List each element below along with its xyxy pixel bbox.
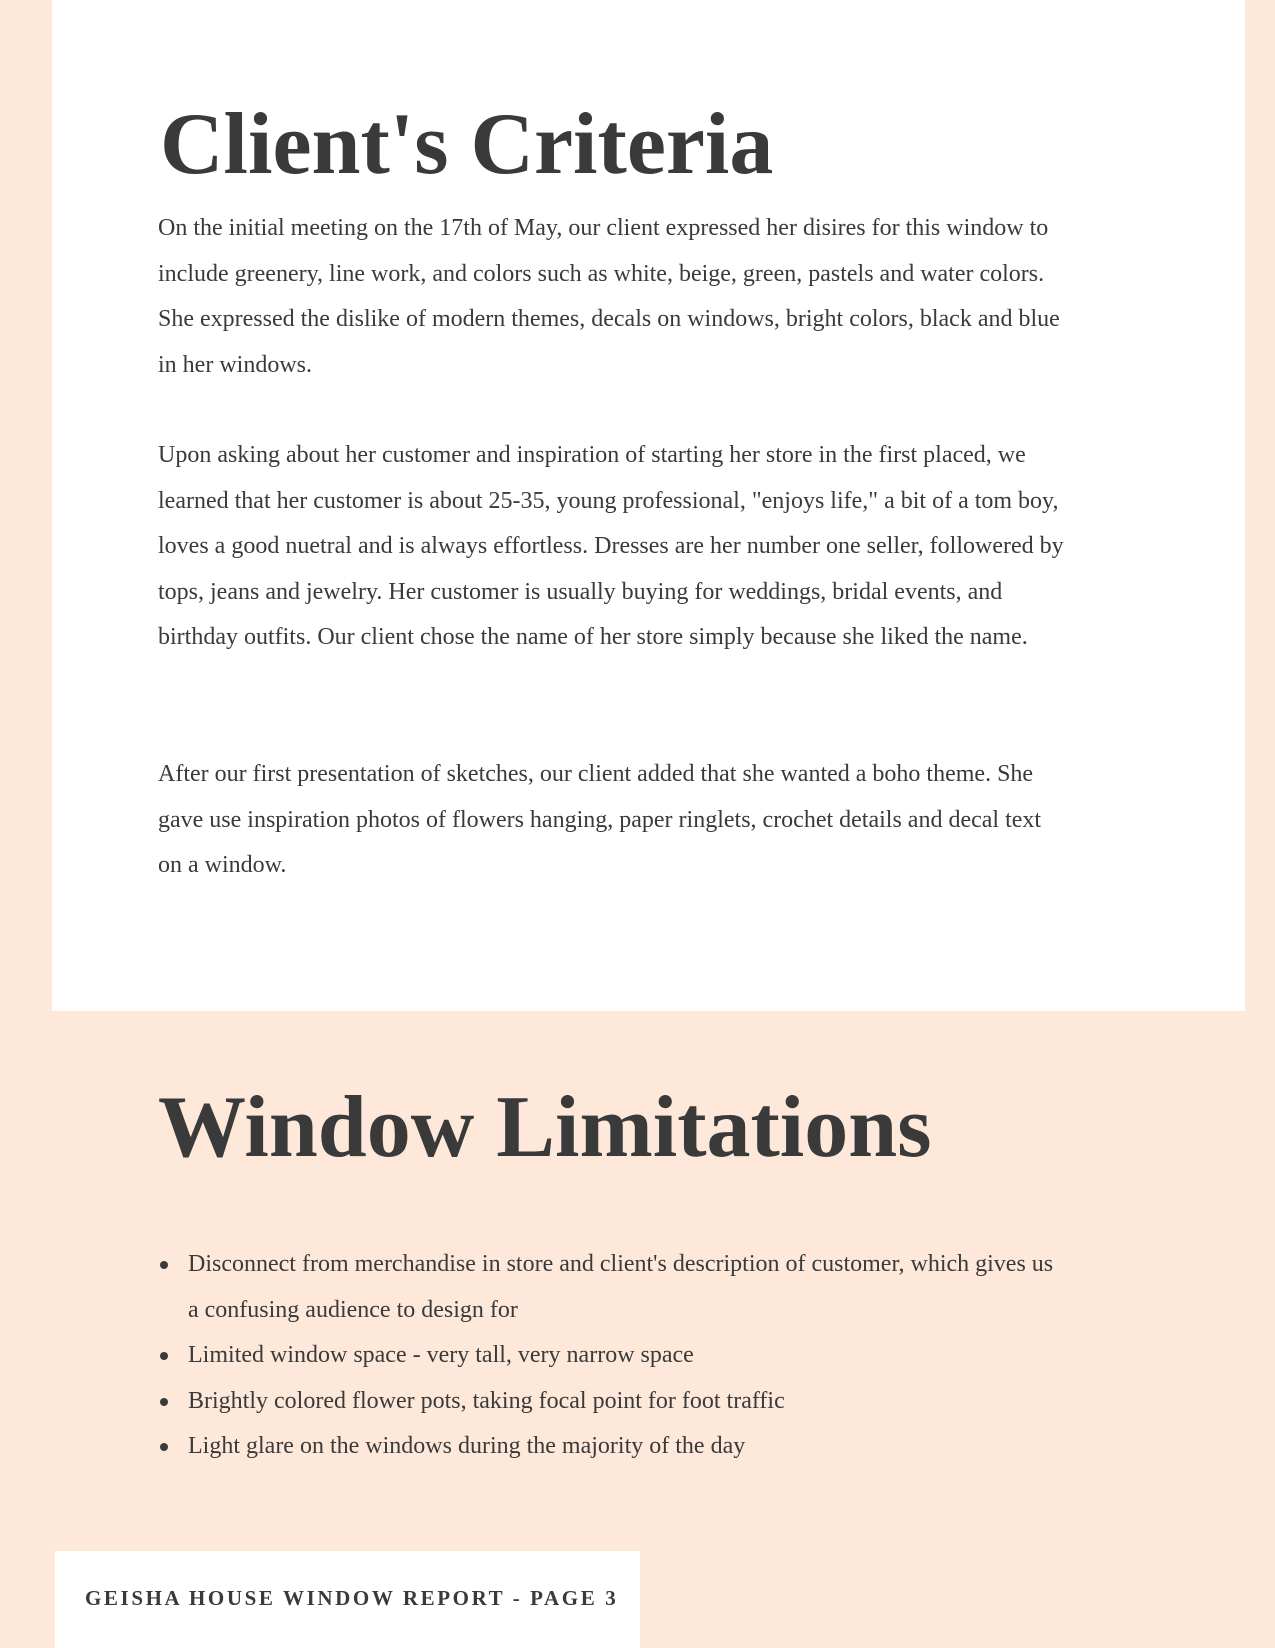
list-item-text: Light glare on the windows during the majority of the day	[188, 1433, 746, 1459]
criteria-title: Client's Criteria	[160, 96, 774, 193]
bullet-icon	[160, 1443, 168, 1451]
criteria-panel	[52, 0, 1245, 1011]
list-item	[158, 1333, 1058, 1379]
criteria-paragraph-3: After our first presentation of sketches, our client added that she wanted a boho theme. She gave use inspiration photos of flowers hanging, paper ringlets, crochet details and decal text on a window.	[158, 761, 1042, 878]
footer-label: GEISHA HOUSE WINDOW REPORT - PAGE 3	[85, 1586, 619, 1610]
list-item-text: Limited window space - very tall, very narrow space	[188, 1342, 694, 1368]
bullet-icon	[160, 1352, 168, 1360]
list-item	[158, 1379, 1058, 1425]
bullet-icon	[160, 1398, 168, 1406]
list-item-text: Brightly colored flower pots, taking focal point for foot traffic	[188, 1387, 785, 1414]
list-item-text: Disconnect from merchandise in store and client's description of customer, which gives us a confusing audience to design for	[188, 1251, 1054, 1323]
list-item	[158, 1424, 1058, 1470]
limitations-title: Window Limitations	[158, 1079, 932, 1176]
limitations-list	[158, 1242, 1058, 1470]
list-item	[158, 1242, 1058, 1333]
footer-box	[55, 1551, 640, 1648]
bullet-icon	[160, 1261, 168, 1269]
criteria-paragraph-2: Upon asking about her customer and inspiration of starting her store in the first placed, we learned that her customer is about 25-35, young professional, "enjoys life," a bit of a tom boy, loves a good nuetral and is always effortless. Dresses are her number one seller, followered by tops, jeans and jewelry. Her customer is usually buying for weddings, bridal events, and birthday outfits. Our client chose the name of her store simply because she liked the name.	[158, 442, 1064, 650]
criteria-paragraph-1: On the initial meeting on the 17th of May, our client expressed her disires for this window to include greenery, line work, and colors such as white, beige, green, pastels and water colors. She expressed the dislike of modern themes, decals on windows, bright colors, black and blue in her windows.	[158, 215, 1060, 378]
